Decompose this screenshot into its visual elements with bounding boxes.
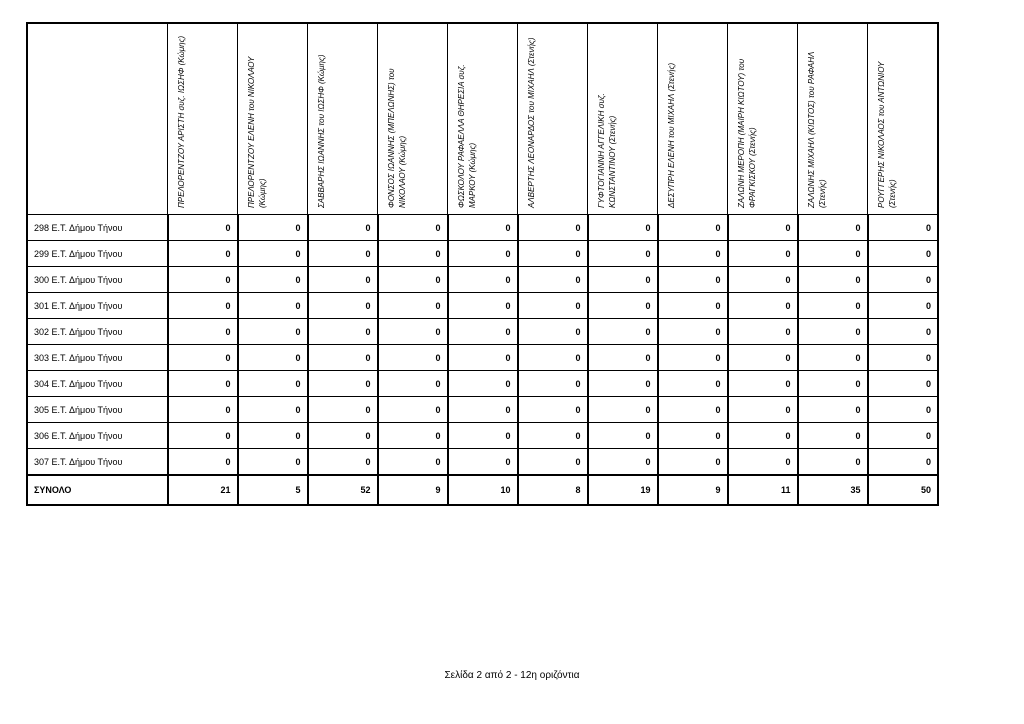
vote-count-cell: 0 [518,397,588,423]
vote-count-cell: 0 [728,319,798,345]
vote-count-cell: 0 [588,267,658,293]
candidate-header [798,23,868,215]
vote-count-cell: 0 [728,345,798,371]
vote-count-cell: 0 [658,267,728,293]
header-row [27,23,938,215]
vote-count-cell: 0 [448,215,518,241]
vote-count-cell: 0 [238,215,308,241]
vote-count-cell: 0 [868,319,939,345]
vote-count-cell: 0 [238,449,308,476]
total-vote-cell: 5 [238,475,308,505]
vote-count-cell: 0 [448,293,518,319]
vote-count-cell: 0 [588,449,658,476]
vote-count-cell: 0 [238,423,308,449]
vote-count-cell: 0 [518,449,588,476]
vote-count-cell: 0 [588,345,658,371]
candidate-name: ΠΡΕΛΟΡΕΝΤΖΟΥ ΕΛΕΝΗ του ΝΙΚΟΛΑΟΥ (Κώμης) [247,56,267,208]
vote-count-cell: 0 [308,423,378,449]
vote-count-cell: 0 [868,293,939,319]
vote-count-cell: 0 [658,423,728,449]
vote-count-cell: 0 [308,345,378,371]
vote-count-cell: 0 [588,241,658,267]
table-body [27,215,938,506]
vote-count-cell: 0 [238,371,308,397]
vote-count-cell: 0 [378,371,448,397]
total-vote-cell: 50 [868,475,939,505]
vote-count-cell: 0 [378,319,448,345]
vote-count-cell: 0 [378,293,448,319]
page-footer: Σελίδα 2 από 2 - 12η οριζόντια [444,670,580,681]
vote-count-cell: 0 [308,371,378,397]
candidate-header [588,23,658,215]
polling-station-cell: 304 Ε.Τ. Δήμου Τήνου [27,371,168,397]
vote-count-cell: 0 [658,449,728,476]
vote-count-cell: 0 [588,423,658,449]
vote-count-cell: 0 [868,345,939,371]
table-row [27,449,938,476]
vote-count-cell: 0 [308,449,378,476]
vote-count-cell: 0 [238,241,308,267]
header-corner [27,23,168,215]
candidate-header [168,23,238,215]
vote-count-cell: 0 [308,319,378,345]
vote-count-cell: 0 [378,241,448,267]
vote-count-cell: 0 [378,215,448,241]
table-row [27,267,938,293]
vote-count-cell: 0 [588,319,658,345]
vote-count-cell: 0 [658,241,728,267]
vote-count-cell: 0 [728,371,798,397]
vote-count-cell: 0 [168,241,238,267]
table-row [27,319,938,345]
vote-count-cell: 0 [448,319,518,345]
vote-count-cell: 0 [308,267,378,293]
total-label: ΣΥΝΟΛΟ [27,475,168,505]
vote-count-cell: 0 [168,423,238,449]
total-vote-cell: 9 [658,475,728,505]
polling-station-cell: 303 Ε.Τ. Δήμου Τήνου [27,345,168,371]
candidate-name: ΔΕΣΥΠΡΗ ΕΛΕΝΗ του ΜΙΧΑΗΛ (Στενής) [667,62,676,208]
vote-count-cell: 0 [728,397,798,423]
vote-count-cell: 0 [378,449,448,476]
results-table [26,22,939,506]
vote-count-cell: 0 [868,397,939,423]
total-vote-cell: 19 [588,475,658,505]
vote-count-cell: 0 [868,423,939,449]
vote-count-cell: 0 [658,345,728,371]
vote-count-cell: 0 [728,241,798,267]
candidate-name: ΖΑΛΩΝΗ ΜΕΡΟΠΗ (ΜΑΙΡΗ ΚΙΩΤΟΥ) του ΦΡΑΓΚΙΣΚΟΥ (Στενής) [737,58,757,208]
vote-count-cell: 0 [588,397,658,423]
candidate-name: ΡΟΥΓΓΕΡΗΣ ΝΙΚΟΛΑΟΣ του ΑΝΤΩΝΙΟΥ (Στενής) [877,61,897,208]
vote-count-cell: 0 [868,449,939,476]
candidate-header [728,23,798,215]
candidate-name: ΦΩΣΚΟΛΟΥ ΡΑΦΑΕΛΛΑ ΘΗΡΕΣΙΑ συζ. ΜΑΡΚΟΥ (Κώμης) [457,64,477,208]
polling-station-cell: 298 Ε.Τ. Δήμου Τήνου [27,215,168,241]
vote-count-cell: 0 [798,449,868,476]
total-vote-cell: 8 [518,475,588,505]
vote-count-cell: 0 [798,371,868,397]
vote-count-cell: 0 [308,241,378,267]
vote-count-cell: 0 [448,423,518,449]
vote-count-cell: 0 [798,293,868,319]
vote-count-cell: 0 [168,267,238,293]
vote-count-cell: 0 [728,215,798,241]
vote-count-cell: 0 [518,371,588,397]
vote-count-cell: 0 [238,319,308,345]
vote-count-cell: 0 [588,293,658,319]
polling-station-cell: 299 Ε.Τ. Δήμου Τήνου [27,241,168,267]
table-row [27,293,938,319]
table-row [27,371,938,397]
vote-count-cell: 0 [798,319,868,345]
vote-count-cell: 0 [518,267,588,293]
total-vote-cell: 10 [448,475,518,505]
vote-count-cell: 0 [588,371,658,397]
vote-count-cell: 0 [238,397,308,423]
vote-count-cell: 0 [518,293,588,319]
total-vote-cell: 11 [728,475,798,505]
vote-count-cell: 0 [448,241,518,267]
vote-count-cell: 0 [308,397,378,423]
vote-count-cell: 0 [308,215,378,241]
total-row [27,475,938,505]
vote-count-cell: 0 [518,423,588,449]
vote-count-cell: 0 [378,397,448,423]
vote-count-cell: 0 [378,345,448,371]
vote-count-cell: 0 [518,215,588,241]
candidate-header [868,23,939,215]
vote-count-cell: 0 [168,319,238,345]
vote-count-cell: 0 [728,293,798,319]
candidate-name: ΣΑΒΒΑΡΗΣ ΙΩΑΝΝΗΣ του ΙΩΣΗΦ (Κώμης) [317,54,326,208]
vote-count-cell: 0 [658,397,728,423]
vote-count-cell: 0 [798,241,868,267]
vote-count-cell: 0 [868,267,939,293]
table-row [27,423,938,449]
vote-count-cell: 0 [798,397,868,423]
vote-count-cell: 0 [238,345,308,371]
vote-count-cell: 0 [518,241,588,267]
vote-count-cell: 0 [238,267,308,293]
vote-count-cell: 0 [168,345,238,371]
vote-count-cell: 0 [518,319,588,345]
vote-count-cell: 0 [168,449,238,476]
vote-count-cell: 0 [588,215,658,241]
vote-count-cell: 0 [658,319,728,345]
total-vote-cell: 21 [168,475,238,505]
polling-station-cell: 305 Ε.Τ. Δήμου Τήνου [27,397,168,423]
vote-count-cell: 0 [658,293,728,319]
polling-station-cell: 301 Ε.Τ. Δήμου Τήνου [27,293,168,319]
vote-count-cell: 0 [448,267,518,293]
vote-count-cell: 0 [798,215,868,241]
total-vote-cell: 9 [378,475,448,505]
vote-count-cell: 0 [448,371,518,397]
vote-count-cell: 0 [728,449,798,476]
total-vote-cell: 52 [308,475,378,505]
vote-count-cell: 0 [168,215,238,241]
vote-count-cell: 0 [238,293,308,319]
candidate-header [448,23,518,215]
candidate-name: ΓΥΦΤΟΓΙΑΝΝΗ ΑΓΓΕΛΙΚΗ συζ. ΚΩΝΣΤΑΝΤΙΝΟΥ (Στενής) [597,93,617,208]
polling-station-cell: 306 Ε.Τ. Δήμου Τήνου [27,423,168,449]
vote-count-cell: 0 [798,267,868,293]
vote-count-cell: 0 [378,267,448,293]
candidate-name: ΦΟΝΣΟΣ ΙΩΑΝΝΗΣ (ΜΠΕΛΩΝΗΣ) του ΝΙΚΟΛΑΟΥ (Κώμης) [387,68,407,208]
vote-count-cell: 0 [798,345,868,371]
vote-count-cell: 0 [378,423,448,449]
vote-count-cell: 0 [168,371,238,397]
total-vote-cell: 35 [798,475,868,505]
vote-count-cell: 0 [168,293,238,319]
vote-count-cell: 0 [868,215,939,241]
vote-count-cell: 0 [448,345,518,371]
candidate-header [308,23,378,215]
vote-count-cell: 0 [658,215,728,241]
table-row [27,241,938,267]
vote-count-cell: 0 [168,397,238,423]
vote-count-cell: 0 [308,293,378,319]
candidate-name: ΖΑΛΩΝΗΣ ΜΙΧΑΗΛ (ΚΙΩΤΟΣ) του ΡΑΦΑΗΛ (Στενής) [807,51,827,208]
vote-count-cell: 0 [518,345,588,371]
vote-count-cell: 0 [658,371,728,397]
candidate-header [238,23,308,215]
vote-count-cell: 0 [868,241,939,267]
polling-station-cell: 300 Ε.Τ. Δήμου Τήνου [27,267,168,293]
polling-station-cell: 307 Ε.Τ. Δήμου Τήνου [27,449,168,476]
vote-count-cell: 0 [868,371,939,397]
candidate-header [658,23,728,215]
table-row [27,215,938,241]
polling-station-cell: 302 Ε.Τ. Δήμου Τήνου [27,319,168,345]
candidate-header [518,23,588,215]
candidate-name: ΑΛΒΕΡΤΗΣ ΛΕΟΝΑΡΔΟΣ του ΜΙΧΑΗΛ (Στενής) [527,37,536,208]
candidate-name: ΠΡΕΛΟΡΕΝΤΖΟΥ ΑΡΙΣΤΗ συζ. ΙΩΣΗΦ (Κώμης) [177,35,186,208]
vote-count-cell: 0 [728,423,798,449]
candidate-header [378,23,448,215]
table-row [27,397,938,423]
vote-count-cell: 0 [448,397,518,423]
table-row [27,345,938,371]
vote-count-cell: 0 [798,423,868,449]
vote-count-cell: 0 [448,449,518,476]
vote-count-cell: 0 [728,267,798,293]
